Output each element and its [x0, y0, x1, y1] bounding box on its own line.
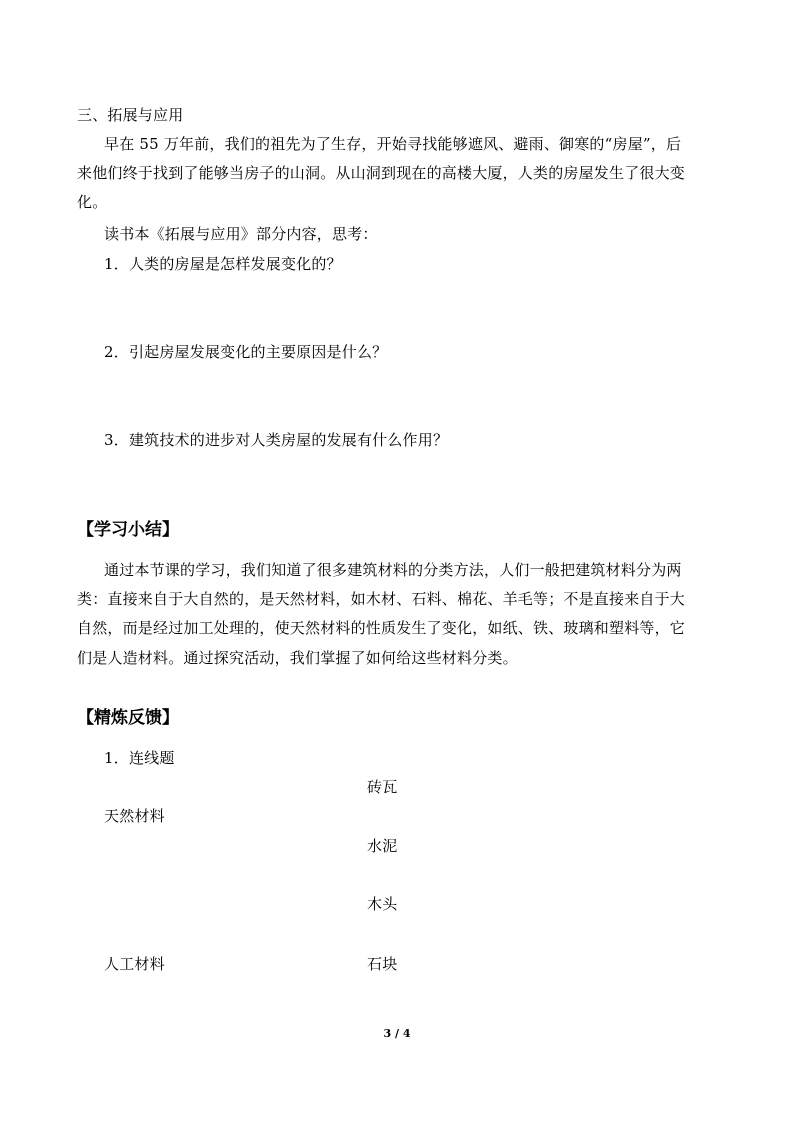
section-title: 三、拓展与应用	[77, 106, 184, 124]
right-item-brick-tile: 砖瓦	[367, 778, 398, 796]
summary-line-4: 们是人造材料。通过探究活动，我们掌握了如何给这些材料分类。	[77, 649, 518, 667]
intro-line-1: 早在 55 万年前，我们的祖先为了生存，开始寻找能够遮风、避雨、御寒的“房屋”，后	[104, 135, 682, 153]
page-number: 3 / 4	[383, 1027, 411, 1040]
question-2: 2．引起房屋发展变化的主要原因是什么？	[104, 343, 388, 361]
summary-heading: 【学习小结】	[77, 520, 179, 540]
intro-line-3: 化。	[77, 193, 108, 211]
right-item-cement: 水泥	[367, 837, 398, 855]
question-1: 1．人类的房屋是怎样发展变化的？	[104, 255, 342, 273]
summary-line-3: 自然，而是经过加工处理的，使天然材料的性质发生了变化，如纸、铁、玻璃和塑料等，它	[77, 619, 686, 637]
question-3: 3．建筑技术的进步对人类房屋的发展有什么作用？	[104, 431, 449, 449]
intro-line-2: 来他们终于找到了能够当房子的山洞。从山洞到现在的高楼大厦，人类的房屋发生了很大变	[77, 164, 686, 182]
left-item-artificial-material: 人工材料	[104, 955, 165, 973]
right-item-stone: 石块	[367, 955, 398, 973]
reading-prompt: 读书本《拓展与应用》部分内容，思考：	[104, 225, 378, 243]
summary-line-1: 通过本节课的学习，我们知道了很多建筑材料的分类方法，人们一般把建筑材料分为两	[104, 561, 682, 579]
right-item-wood: 木头	[367, 895, 398, 913]
feedback-heading: 【精炼反馈】	[77, 708, 179, 728]
summary-line-2: 类：直接来自于大自然的，是天然材料，如木材、石料、棉花、羊毛等；不是直接来自于大	[77, 590, 686, 608]
matching-question-label: 1．连线题	[104, 749, 175, 767]
left-item-natural-material: 天然材料	[104, 807, 165, 825]
